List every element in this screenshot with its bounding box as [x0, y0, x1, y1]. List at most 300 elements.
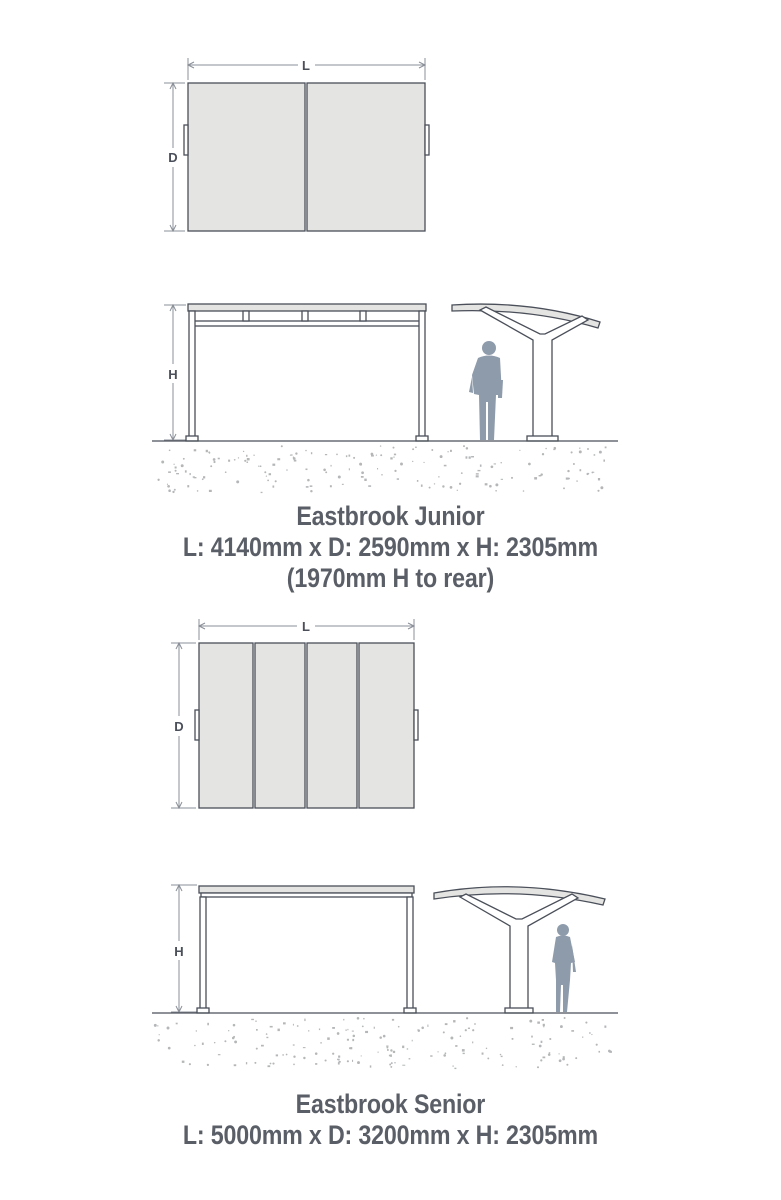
gravel-speckle: [336, 454, 338, 456]
gravel-speckle: [560, 1025, 563, 1028]
junior-plan-view: [164, 58, 429, 231]
gravel-speckle: [539, 475, 542, 476]
gravel-speckle: [567, 470, 569, 472]
senior-length-label: L: [302, 619, 310, 634]
gravel-speckle: [579, 450, 582, 453]
senior-dimensions: L: 5000mm x D: 3200mm x H: 2305mm: [182, 1120, 598, 1150]
gravel-speckle: [393, 456, 394, 457]
gravel-speckle: [234, 1064, 237, 1066]
gravel-speckle: [362, 1025, 364, 1027]
gravel-speckle: [387, 1049, 389, 1051]
gravel-speckle: [168, 1047, 171, 1050]
junior-roof-panels: [184, 83, 429, 231]
gravel-speckle: [476, 475, 479, 477]
gravel-speckle: [304, 1019, 305, 1021]
gravel-speckle: [579, 448, 580, 450]
gravel-speckle: [363, 1018, 365, 1020]
gravel-speckle: [258, 466, 259, 467]
gravel-speckle: [256, 1029, 258, 1031]
gravel-speckle: [154, 1024, 157, 1027]
gravel-speckle: [202, 478, 204, 480]
gravel-speckle: [236, 480, 239, 483]
gravel-speckle: [380, 445, 381, 446]
gravel-speckle: [537, 1066, 539, 1068]
gravel-speckle: [500, 1054, 502, 1056]
gravel-speckle: [469, 456, 471, 458]
gravel-speckle: [270, 1063, 272, 1065]
gravel-speckle: [306, 469, 308, 471]
gravel-speckle: [283, 1054, 284, 1056]
gravel-speckle: [346, 455, 347, 457]
gravel-speckle: [586, 473, 588, 475]
gravel-speckle: [167, 1027, 170, 1030]
gravel-speckle: [487, 1057, 489, 1059]
gravel-speckle: [501, 1056, 503, 1057]
gravel-speckle: [308, 1030, 309, 1031]
gravel-speckle: [286, 1054, 288, 1056]
gravel-speckle: [434, 483, 435, 484]
human-figure-icon: [552, 924, 576, 1012]
gravel-speckle: [270, 1026, 273, 1028]
gravel-speckle: [228, 1030, 229, 1031]
roof-panel: [307, 643, 357, 808]
gravel-speckle: [502, 1064, 504, 1066]
gravel-speckle: [539, 1045, 542, 1048]
gravel-speckle: [364, 479, 366, 481]
gravel-speckle: [255, 1020, 257, 1022]
senior-depth-label: D: [174, 719, 184, 734]
gravel-speckle: [261, 1045, 264, 1047]
gravel-speckle: [264, 471, 266, 473]
gravel-speckle: [365, 1031, 368, 1033]
gravel-speckle: [194, 449, 197, 451]
gravel-speckle: [169, 449, 171, 451]
gravel-speckle: [202, 1043, 204, 1045]
gravel-speckle: [445, 1023, 448, 1025]
gravel-speckle: [594, 454, 596, 456]
gravel-speckle: [342, 484, 344, 485]
gravel-speckle: [190, 473, 191, 475]
gravel-speckle: [501, 479, 503, 480]
gravel-speckle: [482, 1053, 484, 1055]
gravel-speckle: [176, 1023, 178, 1025]
human-figure-icon: [469, 341, 503, 440]
gravel-speckle: [172, 491, 174, 493]
gravel-speckle: [421, 485, 423, 487]
gravel-speckle: [465, 1029, 467, 1031]
gravel-speckle: [438, 476, 439, 477]
gravel-speckle: [185, 470, 187, 472]
gravel-speckle: [531, 1036, 533, 1038]
rail: [192, 321, 422, 326]
gravel-speckle: [293, 1056, 295, 1058]
gravel-speckle: [197, 490, 199, 492]
gravel-speckle: [325, 471, 327, 473]
gravel-speckle: [294, 460, 297, 462]
gravel-speckle: [443, 1054, 446, 1057]
gravel-speckle: [254, 455, 255, 456]
roof-edge: [199, 886, 414, 893]
gravel-speckle: [528, 463, 531, 466]
gravel-speckle: [397, 478, 399, 480]
gravel-speckle: [260, 465, 262, 467]
gravel-speckle: [438, 1051, 439, 1052]
gravel-speckle: [474, 1023, 476, 1025]
gravel-speckle: [347, 1039, 349, 1041]
gravel-speckle: [347, 1029, 348, 1030]
gravel-speckle: [187, 485, 189, 487]
senior-roof-panels: [195, 643, 418, 808]
gravel-speckle: [463, 1053, 465, 1054]
gravel-speckle: [293, 1024, 294, 1026]
gravel-speckle: [207, 1023, 209, 1025]
roof-edge: [188, 304, 426, 311]
junior-height-label: H: [168, 367, 178, 382]
gravel-speckle: [361, 1055, 362, 1056]
gravel-speckle: [453, 1020, 455, 1022]
rail: [201, 893, 412, 897]
gravel-speckle: [168, 489, 171, 492]
gravel-speckle: [445, 1052, 447, 1054]
gravel-speckle: [173, 464, 174, 465]
gravel-speckle: [534, 477, 537, 479]
junior-length-label: L: [302, 58, 310, 73]
post: [189, 311, 195, 440]
junior-model-name: Eastbrook Junior: [296, 501, 485, 531]
gravel-speckle: [203, 476, 205, 478]
gravel-speckle: [246, 455, 247, 457]
junior-front-elevation: [164, 304, 428, 441]
gravel-speckle: [209, 490, 212, 492]
gravel-speckle: [193, 476, 195, 477]
gravel-speckle: [361, 476, 364, 478]
gravel-speckle: [510, 1027, 513, 1029]
gravel-speckle: [596, 1044, 598, 1046]
gravel-speckle: [232, 1037, 235, 1040]
gravel-speckle: [415, 447, 417, 448]
gravel-speckle: [500, 462, 501, 463]
gravel-speckle: [511, 1038, 513, 1040]
gravel-speckle: [330, 485, 332, 487]
senior-caption: [55, 1089, 727, 1151]
gravel-speckle: [357, 1061, 360, 1064]
gravel-speckle: [303, 1057, 305, 1059]
gravel-speckle: [159, 1034, 160, 1035]
gravel-speckle: [450, 1037, 453, 1040]
gravel-speckle: [315, 1063, 317, 1065]
gravel-speckle: [266, 475, 267, 476]
post: [407, 897, 413, 1012]
gravel-speckle: [281, 445, 283, 447]
gravel-speckle: [275, 480, 277, 482]
canopy-roof: [434, 887, 605, 905]
gravel-speckle: [457, 490, 458, 491]
gravel-speckle: [269, 473, 271, 475]
gravel-speckle: [421, 1027, 424, 1030]
gravel-speckle: [485, 483, 488, 485]
gravel-speckle: [593, 472, 594, 473]
gravel-speckle: [429, 487, 431, 489]
gravel-speckle: [243, 451, 244, 452]
gravel-speckle: [461, 472, 463, 474]
gravel-speckle: [349, 1047, 352, 1049]
gravel-speckle: [377, 468, 378, 469]
gravel-speckle: [332, 1053, 334, 1055]
roof-panel: [359, 643, 414, 808]
gravel-speckle: [371, 453, 374, 456]
gravel-speckle: [233, 1024, 236, 1027]
gravel-speckle: [295, 452, 297, 454]
gravel-speckle: [393, 1051, 396, 1054]
gravel-speckle: [283, 1022, 286, 1024]
gravel-speckle: [450, 450, 452, 452]
gravel-speckle: [394, 454, 396, 456]
gravel-speckle: [412, 1040, 413, 1042]
gravel-speckle: [450, 486, 453, 489]
gravel-speckle: [167, 484, 168, 485]
gravel-speckle: [407, 1048, 408, 1049]
gravel-speckle: [543, 1026, 544, 1027]
gravel-speckle: [347, 1060, 349, 1062]
gravel-speckle: [542, 453, 544, 455]
gravel-speckle: [338, 1060, 339, 1061]
post: [200, 897, 206, 1012]
gravel-speckle: [331, 465, 332, 467]
gravel-speckle: [297, 1025, 299, 1027]
gravel-speckle: [278, 1029, 280, 1032]
gravel-speckle: [412, 461, 413, 462]
gravel-speckle: [566, 1064, 568, 1066]
gravel-speckle: [480, 465, 482, 467]
gravel-speckle: [559, 1059, 562, 1062]
post: [419, 311, 425, 440]
gravel-speckle: [337, 1032, 340, 1035]
gravel-speckle: [558, 1053, 559, 1054]
gravel-speckle: [478, 470, 481, 471]
gravel-speckle: [196, 1030, 197, 1031]
gravel-speckle: [390, 1049, 392, 1051]
gravel-speckle: [246, 461, 248, 463]
gravel-speckle: [286, 469, 287, 471]
gravel-speckle: [543, 1024, 545, 1026]
gravel-speckle: [394, 470, 396, 472]
gravel-speckle: [589, 1032, 591, 1034]
gravel-speckle: [462, 1049, 465, 1051]
roof-panel: [188, 83, 305, 231]
gravel-speckle: [218, 458, 220, 460]
gravel-speckle: [495, 483, 498, 486]
gravel-speckle: [393, 447, 395, 449]
gravel-speckle: [352, 1039, 354, 1041]
gravel-speckle: [310, 485, 313, 487]
gravel-speckle: [447, 451, 448, 452]
gravel-speckle: [511, 477, 513, 479]
gravel-speckle: [563, 1056, 565, 1058]
gravel-speckle: [267, 480, 269, 482]
senior-side-elevation: [434, 887, 605, 1013]
gravel-speckle: [452, 1065, 453, 1066]
gravel-speckle: [459, 483, 461, 485]
gravel-speckle: [597, 490, 599, 492]
gravel-speckle: [370, 1065, 371, 1067]
gravel-speckle: [440, 455, 443, 458]
gravel-speckle: [466, 447, 468, 449]
gravel-speckle: [311, 452, 312, 454]
gravel-speckle: [210, 465, 212, 467]
gravel-speckle: [290, 455, 291, 456]
gravel-speckle: [495, 490, 497, 492]
gravel-speckle: [424, 462, 425, 463]
gravel-speckle: [545, 448, 547, 450]
gravel-speckle: [310, 490, 312, 492]
gravel-speckle: [466, 456, 468, 458]
gravel-speckle: [600, 486, 603, 489]
gravel-speckle: [463, 445, 465, 447]
gravel-speckle: [454, 1068, 456, 1069]
gravel-speckle: [189, 1063, 191, 1065]
gravel-speckle: [218, 1054, 221, 1055]
gravel-speckle: [472, 1042, 473, 1044]
gravel-speckle: [580, 469, 582, 471]
gravel-speckle: [353, 1035, 356, 1038]
gravel-speckle: [327, 1037, 330, 1039]
gravel-speckle: [541, 1041, 543, 1043]
gravel-speckle: [486, 1048, 487, 1049]
gravel-speckle: [293, 1044, 295, 1045]
gravel-speckle: [213, 461, 215, 463]
gravel-speckle: [571, 451, 573, 453]
gravel-speckle: [554, 447, 557, 450]
gravel-speckle: [303, 1047, 306, 1048]
gravel-speckle: [352, 1060, 353, 1062]
gravel-speckle: [359, 463, 362, 466]
gravel-speckle: [305, 450, 307, 452]
gravel-speckle: [293, 1064, 295, 1066]
gravel-speckle: [383, 1035, 386, 1038]
gravel-speckle: [247, 458, 250, 460]
gravel-speckle: [381, 474, 383, 476]
gravel-speckle: [430, 1055, 432, 1056]
gravel-speckle: [266, 1037, 268, 1038]
gravel-speckle: [343, 1019, 344, 1021]
senior-front-elevation: [171, 885, 416, 1013]
gravel-speckle: [266, 1033, 268, 1035]
gravel-speckle: [208, 451, 210, 453]
gravel-speckle: [412, 448, 414, 450]
senior-height-label: H: [174, 944, 184, 959]
gravel-speckle: [585, 1022, 587, 1024]
gravel-speckle: [349, 455, 351, 457]
gravel-speckle: [234, 1040, 237, 1043]
gravel-speckle: [368, 485, 371, 487]
gravel-speckle: [228, 460, 230, 462]
gravel-speckle: [325, 454, 327, 455]
gravel-speckle: [168, 471, 171, 473]
gravel-speckle: [523, 490, 525, 492]
senior-model-name: Eastbrook Senior: [295, 1089, 486, 1119]
gravel-speckle: [161, 461, 164, 464]
gravel-speckle: [575, 1057, 577, 1059]
gravel-speckle: [516, 1066, 517, 1067]
junior-rear-height-note: (1970mm H to rear): [286, 563, 495, 593]
gravel-speckle: [251, 1019, 254, 1020]
gravel-speckle: [468, 1028, 470, 1029]
gravel-speckle: [587, 448, 589, 450]
gravel-speckle: [352, 1031, 354, 1032]
gravel-speckle: [568, 478, 570, 480]
gravel-speckle: [175, 467, 177, 469]
gravel-speckle: [337, 1059, 340, 1060]
gravel-speckle: [563, 487, 565, 489]
gravel-speckle: [455, 1045, 457, 1047]
gravel-speckle: [374, 1027, 375, 1029]
gravel-speckle: [273, 486, 275, 488]
gravel-speckle: [183, 458, 185, 460]
gravel-speckle: [213, 458, 216, 461]
gravel-speckle: [320, 1042, 322, 1043]
gravel-speckle: [549, 1038, 551, 1040]
gravel-speckle: [319, 1029, 320, 1031]
gravel-speckle: [182, 1061, 185, 1063]
gravel-speckle: [494, 463, 496, 464]
gravel-speckle: [349, 468, 350, 470]
gravel-speckle: [361, 471, 364, 474]
gravel-speckle: [543, 1057, 546, 1059]
gravel-speckle: [571, 1030, 574, 1032]
gravel-speckle: [427, 1025, 428, 1027]
gravel-speckle: [254, 1062, 256, 1064]
senior-plan-view: [171, 619, 418, 808]
gravel-speckle: [181, 464, 184, 467]
gravel-speckle: [460, 1035, 462, 1037]
gravel-speckle: [194, 1045, 196, 1047]
gravel-speckle: [576, 480, 577, 481]
gravel-speckle: [489, 485, 492, 488]
gravel-speckle: [604, 1026, 606, 1028]
gravel-speckle: [519, 450, 520, 451]
gravel-speckle: [472, 1029, 474, 1031]
gravel-speckle: [261, 492, 263, 493]
gravel-speckle: [157, 1025, 158, 1026]
gravel-speckle: [276, 1054, 278, 1056]
gravel-speckle: [476, 473, 479, 474]
gravel-speckle: [338, 1062, 340, 1064]
gravel-speckle: [268, 1065, 271, 1067]
gravel-speckle: [417, 480, 418, 482]
gravel-speckle: [277, 458, 280, 460]
gravel-speckle: [238, 457, 239, 458]
gravel-speckle: [529, 1020, 532, 1023]
gravel-speckle: [549, 1052, 551, 1053]
gravel-speckle: [214, 1042, 216, 1044]
gravel-speckle: [353, 457, 355, 459]
gravel-speckle: [391, 1062, 393, 1064]
gravel-speckle: [244, 460, 246, 462]
gravel-speckle: [591, 471, 593, 473]
gravel-speckle: [224, 1040, 226, 1042]
gravel-speckle: [540, 1059, 542, 1061]
gravel-speckle: [306, 486, 309, 488]
gravel-speckle: [377, 1051, 378, 1052]
gravel-speckle: [409, 1058, 411, 1059]
senior-ground: [152, 1013, 618, 1069]
gravel-speckle: [323, 468, 326, 471]
gravel-speckle: [176, 473, 179, 474]
gravel-speckle: [466, 1017, 468, 1019]
gravel-speckle: [443, 1031, 445, 1033]
gravel-speckle: [553, 449, 555, 450]
gravel-speckle: [293, 457, 294, 458]
